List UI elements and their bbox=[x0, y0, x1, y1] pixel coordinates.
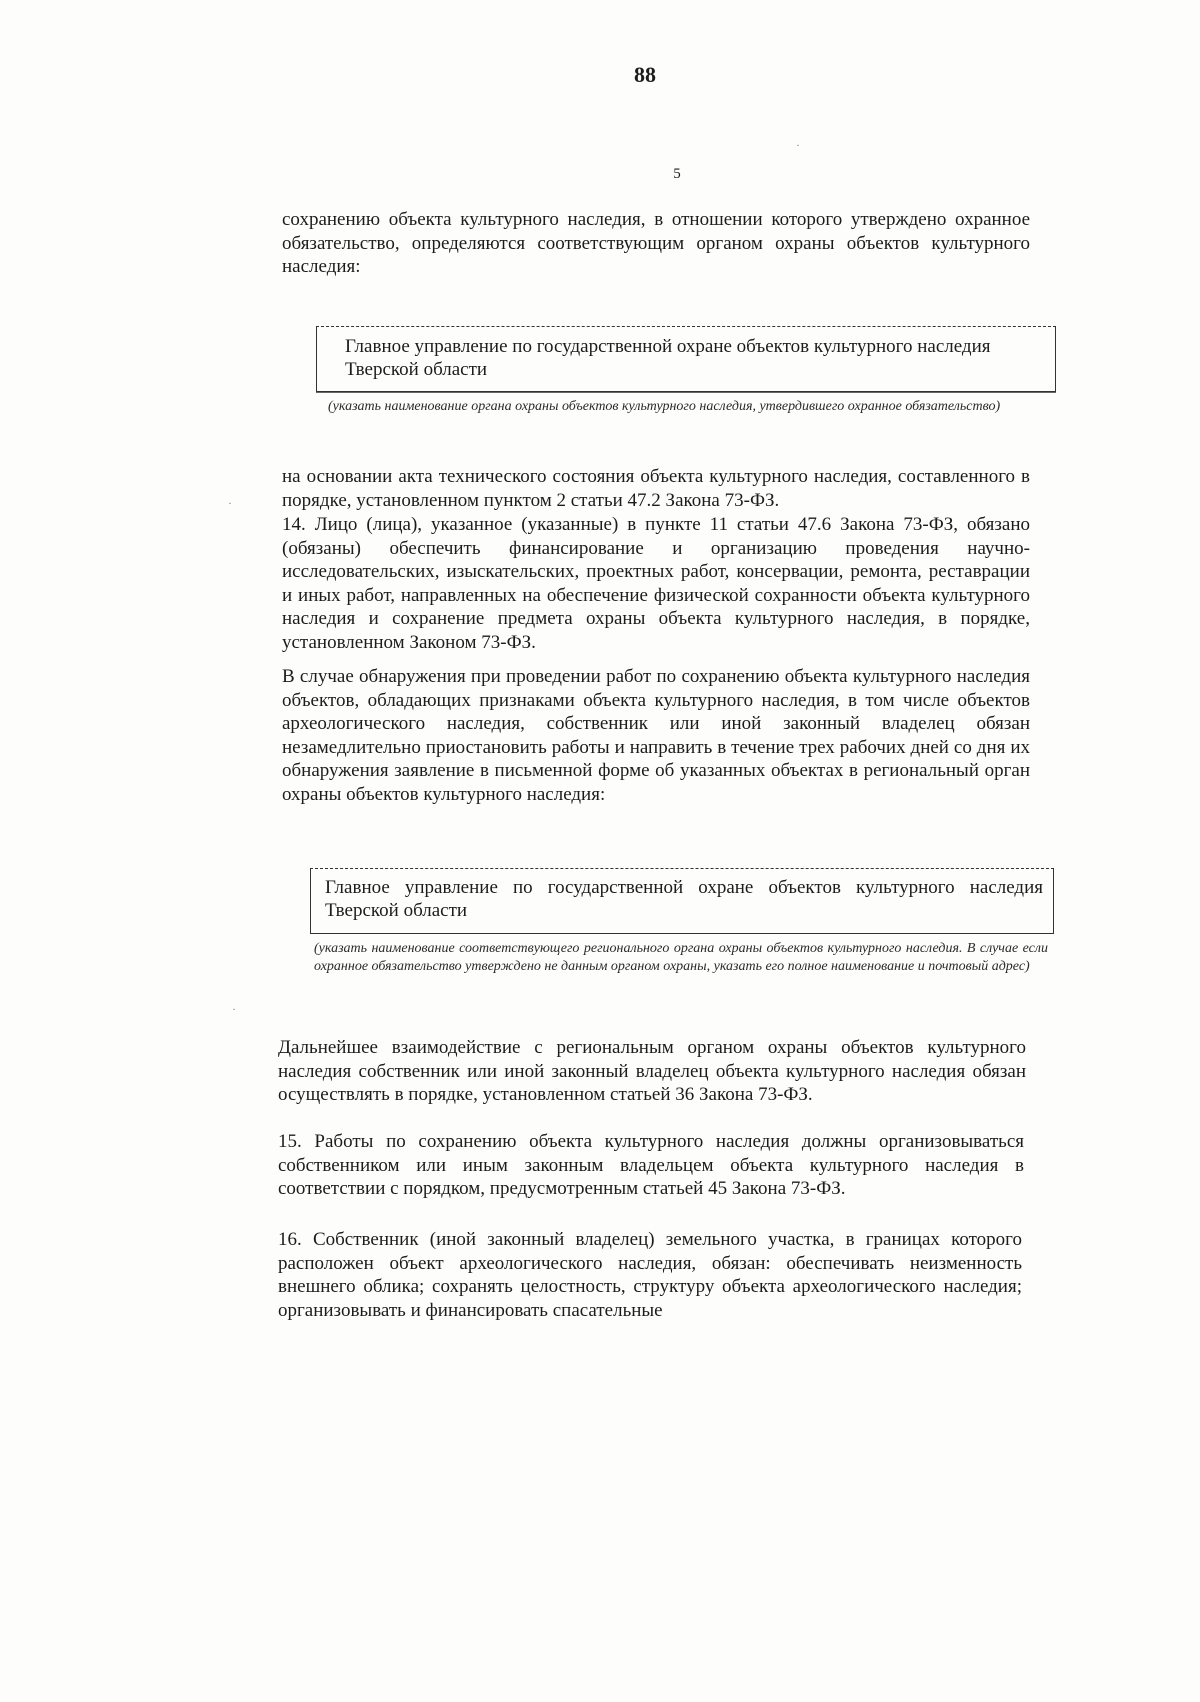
scan-speck: · bbox=[796, 138, 800, 152]
paragraph-item-16-block bbox=[278, 1228, 1022, 1322]
authority-box-1-underline bbox=[316, 392, 1056, 393]
authority-note-2: (указать наименование соответствующего регионального органа охраны объектов культурного наследия. В случае если охранное обязательство утверждено не данным органом охраны, указать его полное наименование и почтовый адрес) bbox=[314, 941, 1048, 974]
authority-name-1: Главное управление по государственной охране объектов культурного наследия Тверской области bbox=[345, 336, 991, 380]
authority-note-1: (указать наименование органа охраны объектов культурного наследия, утвердившего охранное обязательство) bbox=[328, 399, 1001, 414]
paragraph-item-14: 14. Лицо (лица), указанное (указанные) в пункте 11 статьи 47.6 Закона 73-ФЗ, обязано (обязаны) обеспечить финансирование и организацию проведения научно-исследовательских, изыскательских, проектных работ, консервации, ремонта, реставрации и иных работ, направленных на обеспечение физической сохранности объекта культурного наследия и сохранение предмета охраны объекта культурного наследия, в порядке, установленном Законом 73-ФЗ. bbox=[282, 514, 1030, 653]
page-number-outer: 88 bbox=[634, 62, 656, 87]
scan-speck: · bbox=[228, 496, 232, 510]
paragraph-item-14-block bbox=[282, 513, 1030, 654]
paragraph-intro: сохранению объекта культурного наследия, в отношении которого утверждено охранное обязательство, определяются соответствующим органом охраны объектов культурного наследия: bbox=[282, 209, 1030, 277]
page-number-inner: 5 bbox=[673, 166, 681, 182]
paragraph-item-15: 15. Работы по сохранению объекта культурного наследия должны организовываться собственником или иным законным владельцем объекта культурного наследия в соответствии с порядком, предусмотренным статьей 45 Закона 73-ФЗ. bbox=[278, 1131, 1024, 1199]
authority-box-2 bbox=[310, 868, 1054, 934]
paragraph-basis-block bbox=[282, 465, 1030, 512]
scan-speck: · bbox=[232, 1002, 236, 1016]
paragraph-item-16: 16. Собственник (иной законный владелец) земельного участка, в границах которого расположен объект археологического наследия, обязан: обеспечивать неизменность внешнего облика; сохранять целостность, структуру объекта археологического наследия; организовывать и финансировать спасательные bbox=[278, 1229, 1022, 1321]
authority-name-2: Главное управление по государственной охране объектов культурного наследия Тверской области bbox=[325, 877, 1043, 921]
authority-box-1 bbox=[316, 326, 1056, 392]
paragraph-discovery: В случае обнаружения при проведении работ по сохранению объекта культурного наследия объектов, обладающих признаками объекта культурного наследия, в том числе объектов археологического наследия, собственник или иной законный владелец обязан незамедлительно приостановить работы и направить в течение трех рабочих дней со дня их обнаружения заявление в письменной форме об указанных объектах в региональный орган охраны объектов культурного наследия: bbox=[282, 666, 1030, 805]
paragraph-item-15-block bbox=[278, 1130, 1024, 1201]
paragraph-interaction: Дальнейшее взаимодействие с региональным органом охраны объектов культурного наследия собственник или иной законный владелец объекта культурного наследия обязан осуществлять в порядке, установленном статьей 36 Закона 73-ФЗ. bbox=[278, 1037, 1026, 1105]
paragraph-basis: на основании акта технического состояния объекта культурного наследия, составленного в порядке, установленном пунктом 2 статьи 47.2 Закона 73-ФЗ. bbox=[282, 466, 1030, 511]
paragraph-intro-block bbox=[282, 208, 1030, 279]
paragraph-interaction-block bbox=[278, 1036, 1026, 1107]
paragraph-discovery-block bbox=[282, 665, 1030, 806]
